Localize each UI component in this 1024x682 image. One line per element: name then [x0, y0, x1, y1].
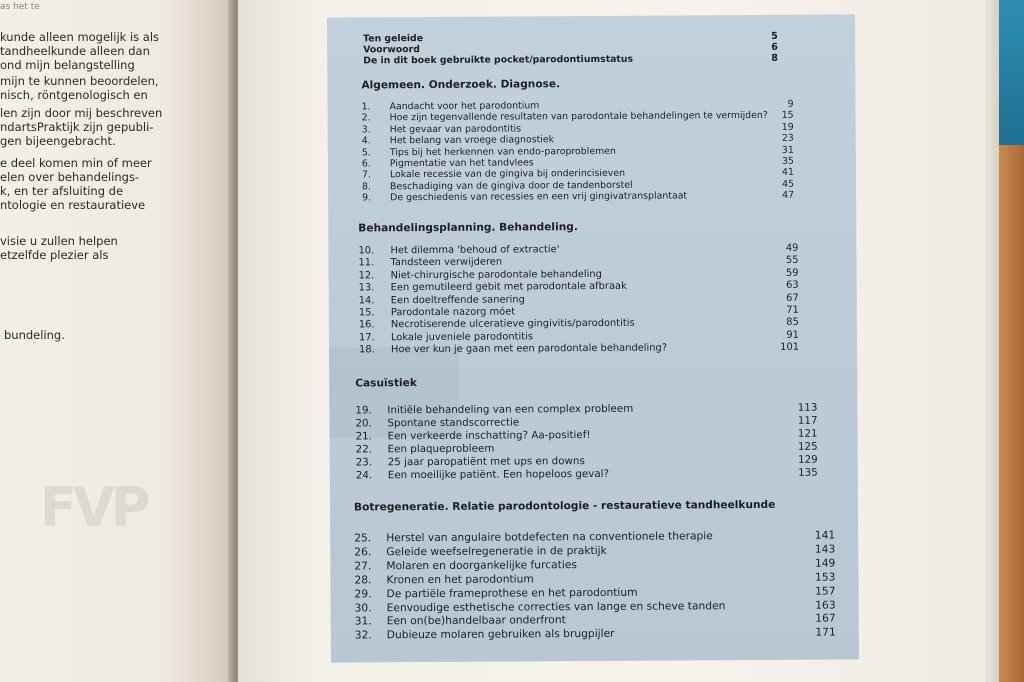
toc-entry-page: 45: [782, 178, 795, 190]
left-page-line: mijn te kunnen beoordelen,: [0, 74, 159, 88]
toc-entry-title: De partiële frameprothese en het parodontium: [386, 585, 638, 600]
toc-entry-title: Beschadiging van de gingiva door de tandenborstel: [390, 179, 633, 193]
toc-section-title: Behandelingsplanning. Behandeling.: [358, 221, 578, 235]
page-edge: [985, 0, 999, 682]
toc-entry-number: 18.: [359, 344, 375, 356]
left-page-line: e deel komen min of meer: [0, 156, 152, 170]
left-page-line: gen bijeengebracht.: [0, 134, 116, 148]
toc-entry-title: Parodontale nazorg móet: [390, 306, 516, 319]
toc-entry-title: Aandacht voor het parodontium: [389, 100, 540, 113]
toc-entry-number: 10.: [358, 245, 375, 257]
toc-entry-title: Dubieuze molaren gebruiken als brugpijler: [386, 627, 615, 642]
toc-entry-number: 12.: [358, 270, 375, 282]
toc-entry-number: 1.: [361, 101, 371, 113]
toc-entry-number: 22.: [355, 443, 373, 456]
toc-entry-title: Een moeilijke patiënt. Een hopeloos geval?: [387, 467, 610, 481]
left-page-line: visie u zullen helpen: [0, 234, 118, 248]
toc-entry-page: 135: [798, 466, 818, 479]
toc-entry-page: 121: [797, 427, 818, 440]
left-page-line: as het te: [0, 2, 40, 12]
toc-entry-page: 55: [785, 255, 799, 267]
left-page-line: len zijn door mij beschreven: [0, 106, 163, 120]
toc-entry-number: 7.: [361, 169, 371, 181]
left-page-line: ntologie en restauratieve: [0, 198, 146, 212]
toc-entry-title: Een plaqueprobleem: [387, 442, 495, 455]
toc-entry-page: 167: [815, 611, 836, 626]
toc-entry-page: 59: [785, 267, 799, 279]
left-page-line: bundeling.: [4, 328, 65, 342]
toc-section-title: Algemeen. Onderzoek. Diagnose.: [361, 78, 561, 92]
toc-entry-page: 85: [786, 317, 799, 329]
toc-entry-page: 117: [797, 414, 818, 427]
toc-entry-title: 25 jaar paropatiënt met ups en downs: [387, 454, 585, 468]
toc-entry-page: 163: [815, 598, 836, 612]
toc-front-matter-page: 6: [771, 41, 778, 53]
toc-entry-number: 19.: [355, 404, 372, 417]
toc-entry-page: 157: [815, 584, 836, 598]
toc-entry-number: 24.: [355, 468, 373, 481]
toc-front-matter-title: De in dit boek gebruikte pocket/parodontiumstatus: [363, 53, 634, 67]
left-page-line: etzelfde plezier als: [0, 248, 109, 262]
toc-entry-number: 5.: [361, 146, 371, 158]
toc-entry-title: Herstel van angulaire botdefecten na conventionele therapie: [386, 529, 713, 545]
toc-entry-number: 17.: [358, 332, 375, 344]
toc-front-matter-page: 8: [771, 52, 778, 64]
toc-entry-page: 113: [797, 401, 818, 414]
left-page-line: nisch, röntgenologisch en: [0, 88, 148, 102]
toc-entry-number: 13.: [358, 282, 375, 294]
toc-entry-page: 91: [786, 329, 799, 341]
left-page-line: k, en ter afsluiting de: [0, 184, 124, 198]
toc-entry-page: 9: [787, 98, 794, 110]
left-book-page: [0, 0, 238, 682]
toc-entry-title: Een on(be)handelbaar onderfront: [386, 613, 566, 628]
toc-section-title: Casuïstiek: [355, 377, 417, 390]
toc-entry-title: Niet-chirurgische parodontale behandeling: [390, 268, 602, 282]
toc-entry-title: Een gemutileerd gebit met parodontale afbraak: [390, 280, 627, 294]
toc-entry-title: Het dilemma 'behoud of extractie': [390, 244, 560, 257]
toc-entry-number: 20.: [355, 417, 372, 430]
toc-entry-title: Eenvoudige esthetische correcties van lange en scheve tanden: [386, 598, 726, 614]
toc-entry-number: 26.: [354, 545, 372, 559]
toc-entry-page: 101: [780, 341, 800, 354]
toc-entry-number: 25.: [354, 531, 372, 545]
toc-entry-page: 49: [785, 242, 799, 254]
toc-entry-number: 2.: [361, 112, 371, 124]
left-page-line: ndartsPraktijk zijn gepubli-: [0, 120, 154, 134]
toc-entry-title: Spontane standscorrectie: [387, 416, 520, 430]
toc-front-matter-title: Voorwoord: [363, 44, 420, 56]
toc-entry-number: 23.: [355, 455, 373, 469]
toc-entry-page: 143: [814, 542, 836, 556]
toc-entry-title: De geschiedenis van recessies en een vrij gingivatransplantaat: [390, 190, 688, 204]
left-page-line: tandheelkunde alleen dan: [0, 44, 150, 58]
toc-entry-title: Hoe ver kun je gaan met een parodontale behandeling?: [391, 342, 668, 356]
toc-entry-number: 16.: [358, 319, 375, 331]
toc-entry-number: 9.: [362, 192, 372, 204]
toc-entry-title: Pigmentatie van het tandvlees: [389, 157, 534, 170]
toc-entry-page: 171: [815, 625, 836, 639]
toc-entry-number: 30.: [354, 600, 372, 614]
toc-entry-page: 41: [781, 167, 794, 179]
toc-entry-page: 47: [782, 189, 795, 202]
toc-entry-title: Het gevaar van parodontitis: [389, 123, 522, 136]
left-page-line: elen over behandelings-: [0, 170, 140, 184]
toc-entry-title: Een verkeerde inschatting? Aa-positief!: [387, 428, 591, 443]
toc-entry-title: Tips bij het herkennen van endo-paroproblemen: [389, 145, 616, 158]
toc-entry-page: 129: [798, 453, 818, 466]
toc-entry-page: 15: [781, 110, 794, 122]
toc-entry-title: Geleide weefselregeneratie in de praktijk: [386, 543, 607, 559]
toc-entry-page: 23: [781, 132, 794, 145]
toc-entry-number: 29.: [354, 586, 372, 601]
toc-front-matter-page: 5: [771, 30, 778, 42]
table-of-contents-panel: [327, 14, 859, 662]
toc-entry-page: 67: [786, 292, 799, 304]
toc-entry-number: 14.: [358, 294, 375, 307]
toc-entry-number: 4.: [361, 135, 371, 147]
toc-entry-title: Het belang van vroege diagnostiek: [389, 134, 555, 147]
toc-entry-title: Molaren en doorgankelijke furcaties: [386, 557, 577, 573]
left-page-line: kunde alleen mogelijk is als: [0, 30, 160, 44]
toc-entry-page: 149: [814, 556, 836, 570]
toc-entry-number: 6.: [361, 158, 371, 170]
toc-entry-page: 153: [814, 570, 836, 584]
ghost-logo-bleedthrough: FVP: [40, 476, 147, 539]
toc-entry-page: 63: [786, 279, 799, 292]
toc-entry-title: Een doeltreffende sanering: [390, 294, 525, 306]
toc-entry-page: 31: [781, 144, 794, 156]
toc-entry-page: 141: [814, 528, 836, 542]
toc-entry-number: 15.: [358, 307, 375, 319]
toc-entry-title: Necrotiserende ulceratieve gingivitis/parodontitis: [390, 318, 635, 331]
toc-entry-page: 71: [786, 304, 799, 316]
toc-entry-title: Lokale juveniele parodontitis: [390, 331, 534, 344]
toc-entry-number: 31.: [354, 614, 372, 628]
toc-entry-page: 35: [781, 155, 794, 167]
toc-entry-title: Kronen en het parodontium: [386, 572, 534, 586]
toc-entry-number: 21.: [355, 430, 372, 443]
toc-entry-title: Tandsteen verwijderen: [390, 256, 503, 269]
left-page-line: ond mijn belangstelling: [0, 58, 135, 72]
toc-entry-number: 3.: [361, 124, 371, 136]
toc-entry-title: Lokale recessie van de gingiva bij onderincisieven: [389, 168, 626, 181]
toc-entry-number: 11.: [358, 257, 375, 269]
toc-section-title: Botregeneratie. Relatie parodontologie - restauratieve tandheelkunde: [353, 498, 776, 514]
toc-entry-number: 27.: [354, 559, 372, 573]
toc-front-matter-title: Ten geleide: [363, 33, 424, 45]
toc-entry-title: Initiële behandeling van een complex probleem: [387, 402, 634, 417]
toc-entry-title: Hoe zijn tegenvallende resultaten van parodontale behandelingen te vermijden?: [389, 110, 768, 124]
toc-entry-number: 32.: [354, 628, 372, 642]
toc-entry-page: 125: [797, 440, 818, 453]
toc-entry-number: 8.: [362, 181, 372, 193]
toc-entry-page: 19: [781, 121, 794, 133]
toc-entry-number: 28.: [354, 573, 372, 587]
